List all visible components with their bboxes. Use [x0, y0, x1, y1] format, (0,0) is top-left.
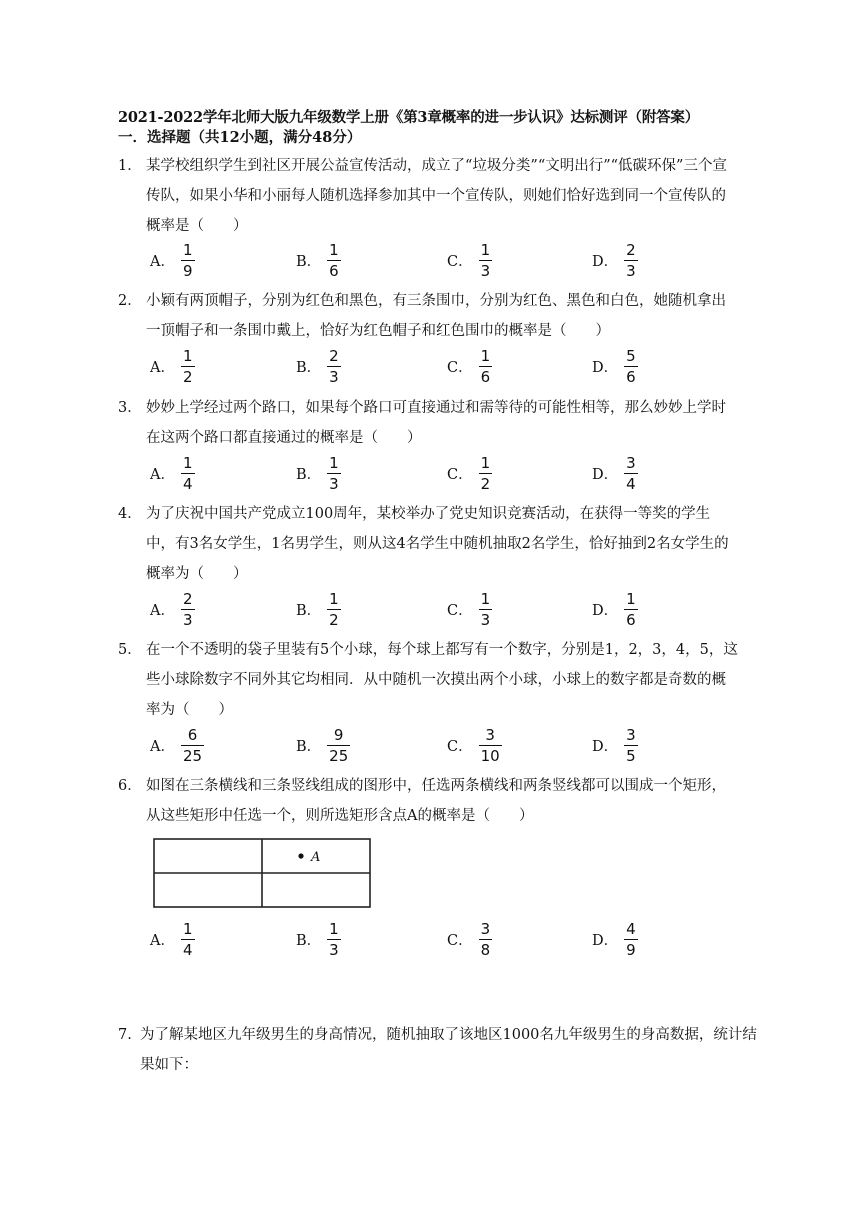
section-heading: 一．选择题（共12小题，满分48分）	[118, 129, 362, 146]
numerator: 2	[182, 589, 193, 608]
option-label: B．	[296, 932, 322, 949]
numerator: 1	[480, 240, 491, 259]
question-1-options	[150, 238, 710, 282]
fraction-bar	[327, 473, 341, 474]
fraction	[624, 726, 638, 765]
numerator: 1	[480, 453, 491, 472]
fraction-bar	[479, 260, 493, 261]
option-label: D．	[592, 359, 619, 376]
question-text: 在一个不透明的袋子里装有5个小球，每个球上都写有一个数字，分别是1，2，3，4，5，这些小球除数字不同外其它均相同．从中随机一次摸出两个小球，小球上的数字都是奇数的概率为（ ）	[146, 642, 738, 718]
denominator: 6	[626, 610, 636, 629]
option-c	[447, 451, 492, 495]
fraction	[624, 347, 638, 386]
option-label: D．	[592, 466, 619, 483]
numerator: 2	[626, 240, 636, 259]
question-number: 3．	[118, 400, 142, 416]
numerator: 1	[329, 240, 339, 259]
option-label: B．	[296, 253, 322, 270]
question-4-options	[150, 587, 710, 631]
fraction-bar	[327, 745, 350, 746]
numerator: 1	[182, 346, 193, 365]
option-d	[592, 587, 638, 631]
fraction	[479, 590, 493, 629]
option-d	[592, 723, 638, 767]
option-c	[447, 723, 502, 767]
denominator: 5	[626, 746, 636, 765]
option-label: C．	[447, 466, 473, 483]
question-number: 2．	[118, 293, 142, 309]
denominator: 4	[182, 940, 193, 959]
question-text: 妙妙上学经过两个路口，如果每个路口可直接通过和需等待的可能性相等，那么妙妙上学时在这两个路口都直接通过的概率是（ ）	[146, 400, 726, 446]
numerator: 3	[485, 725, 495, 744]
denominator: 9	[626, 940, 636, 959]
option-label: A．	[150, 466, 175, 483]
fraction-bar	[479, 939, 493, 940]
question-number: 7.	[118, 1027, 132, 1043]
fraction	[624, 454, 638, 493]
denominator: 2	[480, 474, 491, 493]
fraction-bar	[181, 745, 204, 746]
document-title: 2021-2022学年北师大版九年级数学上册《第3章概率的进一步认识》达标测评（附答案）	[118, 109, 700, 126]
fraction-bar	[479, 473, 493, 474]
question-number: 6．	[118, 778, 142, 794]
fraction	[327, 920, 341, 959]
numerator: 1	[182, 240, 193, 259]
option-b	[296, 238, 341, 282]
option-label: C．	[447, 253, 473, 270]
fraction	[624, 590, 638, 629]
fraction-bar	[327, 939, 341, 940]
fraction-bar	[624, 745, 638, 746]
option-label: D．	[592, 253, 619, 270]
numerator: 1	[182, 919, 193, 938]
denominator: 2	[329, 610, 339, 629]
option-label: C．	[447, 359, 473, 376]
fraction	[479, 241, 493, 280]
question-text: 小颖有两顶帽子，分别为红色和黑色，有三条围巾，分别为红色、黑色和白色，她随机拿出一顶帽子和一条围巾戴上，恰好为红色帽子和红色围巾的概率是（ ）	[146, 293, 726, 339]
option-label: D．	[592, 932, 619, 949]
denominator: 4	[182, 474, 193, 493]
denominator: 3	[480, 261, 491, 280]
fraction	[479, 454, 493, 493]
denominator: 4	[626, 474, 636, 493]
question-number: 1．	[118, 158, 142, 174]
option-label: D．	[592, 602, 619, 619]
option-d	[592, 451, 638, 495]
option-d	[592, 917, 638, 961]
option-a	[150, 917, 195, 961]
option-d	[592, 238, 638, 282]
fraction	[479, 920, 493, 959]
fraction	[181, 920, 195, 959]
fraction	[327, 454, 341, 493]
numerator: 3	[626, 453, 636, 472]
denominator: 3	[329, 474, 339, 493]
denominator: 3	[182, 610, 193, 629]
option-b	[296, 344, 341, 388]
question-6-options	[150, 917, 710, 961]
fraction	[327, 726, 350, 765]
denominator: 8	[480, 940, 491, 959]
denominator: 9	[182, 261, 193, 280]
numerator: 3	[626, 725, 636, 744]
option-b	[296, 587, 341, 631]
option-label: D．	[592, 738, 619, 755]
fraction	[181, 726, 204, 765]
question-4	[118, 499, 738, 589]
option-label: A．	[150, 253, 175, 270]
denominator: 25	[329, 746, 349, 765]
numerator: 1	[480, 589, 491, 608]
option-a	[150, 451, 195, 495]
option-label: B．	[296, 466, 322, 483]
option-label: A．	[150, 932, 175, 949]
fraction	[181, 454, 195, 493]
numerator: 2	[329, 346, 339, 365]
fraction	[327, 590, 341, 629]
fraction-bar	[181, 939, 195, 940]
denominator: 6	[626, 367, 636, 386]
numerator: 1	[329, 589, 339, 608]
fraction	[624, 241, 638, 280]
option-a	[150, 238, 195, 282]
question-7	[118, 1020, 758, 1080]
question-number: 4．	[118, 506, 142, 522]
denominator: 2	[182, 367, 193, 386]
question-text: 某学校组织学生到社区开展公益宣传活动，成立了“垃圾分类”“文明出行”“低碳环保”三个宣传队，如果小华和小丽每人随机选择参加其中一个宣传队，则她们恰好选到同一个宣传队的概率是（ ）	[146, 158, 727, 234]
grid-figure	[153, 838, 371, 908]
option-label: A．	[150, 359, 175, 376]
option-b	[296, 723, 350, 767]
numerator: 5	[626, 346, 636, 365]
option-a	[150, 723, 204, 767]
denominator: 3	[329, 940, 339, 959]
fraction-bar	[181, 260, 195, 261]
option-a	[150, 344, 195, 388]
question-1	[118, 151, 738, 241]
numerator: 9	[333, 725, 344, 744]
question-5	[118, 635, 738, 725]
fraction-bar	[181, 473, 195, 474]
numerator: 1	[329, 453, 339, 472]
question-2-options	[150, 344, 710, 388]
denominator: 3	[480, 610, 491, 629]
fraction-bar	[624, 939, 638, 940]
numerator: 1	[480, 346, 491, 365]
option-label: C．	[447, 602, 473, 619]
numerator: 3	[480, 919, 491, 938]
fraction-bar	[479, 609, 493, 610]
option-c	[447, 587, 492, 631]
fraction-bar	[479, 366, 493, 367]
point-a-dot	[298, 853, 303, 858]
numerator: 1	[182, 453, 193, 472]
numerator: 1	[626, 589, 636, 608]
denominator: 3	[329, 367, 339, 386]
option-label: C．	[447, 738, 473, 755]
question-number: 5．	[118, 642, 142, 658]
point-a-label: A	[311, 850, 321, 865]
option-label: C．	[447, 932, 473, 949]
question-2	[118, 286, 738, 346]
fraction-bar	[624, 609, 638, 610]
grid-diagram	[153, 838, 371, 908]
fraction-bar	[479, 745, 502, 746]
option-label: A．	[150, 602, 175, 619]
fraction-bar	[624, 260, 638, 261]
option-b	[296, 917, 341, 961]
fraction	[624, 920, 638, 959]
fraction-bar	[327, 260, 341, 261]
option-c	[447, 344, 492, 388]
option-c	[447, 238, 492, 282]
denominator: 3	[626, 261, 636, 280]
question-text: 为了庆祝中国共产党成立100周年，某校举办了党史知识竞赛活动，在获得一等奖的学生中，有3名女学生，1名男学生，则从这4名学生中随机抽取2名学生，恰好抽到2名女学生的概率为（ ）	[146, 506, 729, 582]
denominator: 6	[329, 261, 339, 280]
denominator: 25	[182, 746, 203, 765]
fraction-bar	[327, 366, 341, 367]
denominator: 6	[480, 367, 491, 386]
option-b	[296, 451, 341, 495]
numerator: 6	[187, 725, 198, 744]
question-text: 为了解某地区九年级男生的身高情况，随机抽取了该地区1000名九年级男生的身高数据，统计结果如下：	[140, 1027, 757, 1073]
question-5-options	[150, 723, 710, 767]
question-3-options	[150, 451, 710, 495]
option-d	[592, 344, 638, 388]
fraction	[181, 241, 195, 280]
fraction	[327, 241, 341, 280]
denominator: 10	[480, 746, 500, 765]
fraction-bar	[181, 366, 195, 367]
fraction	[479, 347, 493, 386]
option-a	[150, 587, 195, 631]
option-label: A．	[150, 738, 175, 755]
fraction-bar	[624, 366, 638, 367]
question-3	[118, 393, 738, 453]
option-label: B．	[296, 602, 322, 619]
numerator: 1	[329, 919, 339, 938]
option-label: B．	[296, 738, 322, 755]
fraction-bar	[327, 609, 341, 610]
fraction	[327, 347, 341, 386]
question-6	[118, 771, 738, 831]
fraction-bar	[181, 609, 195, 610]
option-label: B．	[296, 359, 322, 376]
option-c	[447, 917, 492, 961]
fraction	[479, 726, 502, 765]
fraction	[181, 347, 195, 386]
numerator: 4	[626, 919, 636, 938]
question-text: 如图在三条横线和三条竖线组成的图形中，任选两条横线和两条竖线都可以围成一个矩形，从这些矩形中任选一个，则所选矩形含点A的概率是（ ）	[146, 778, 726, 824]
fraction	[181, 590, 195, 629]
fraction-bar	[624, 473, 638, 474]
